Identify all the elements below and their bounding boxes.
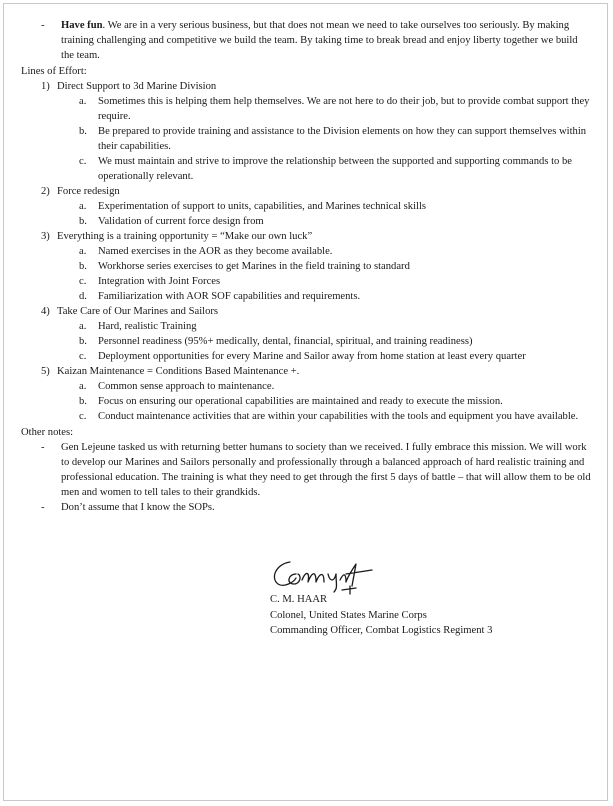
loe-num: 4) — [41, 306, 50, 317]
loe-sub — [21, 154, 591, 184]
loe-sub-letter: b. — [79, 261, 87, 272]
loe-sub — [21, 379, 591, 394]
note-text: Gen Lejeune tasked us with returning better humans to society than we received. I fully embrace this mission. We will work to develop our Marines and Sailors personally and professionally through a balanced approach of hard realistic training and professional education. The training is what they need to get through the first 5 days of battle – that will allow them to be old men and women to tell tales to their grandkids. — [61, 442, 591, 498]
loe-sub-letter: b. — [79, 216, 87, 227]
intro-bold: Have fun — [61, 20, 103, 31]
loe-title: Kaizan Maintenance = Conditions Based Maintenance +. — [57, 366, 300, 377]
loe-item — [21, 364, 591, 379]
loe-sub-text: Integration with Joint Forces — [98, 276, 221, 287]
loe-sub-text: Deployment opportunities for every Marine and Sailor away from home station at least every quarter — [98, 351, 526, 362]
loe-sub — [21, 409, 591, 424]
note-text: Don’t assume that I know the SOPs. — [61, 502, 215, 513]
loe-sub-letter: a. — [79, 246, 87, 257]
bullet-marker: - — [41, 502, 45, 513]
loe-sub — [21, 394, 591, 409]
loe-num: 3) — [41, 231, 50, 242]
loe-sub — [21, 259, 591, 274]
loe-sub — [21, 289, 591, 304]
signer-name: C. M. HAAR — [270, 594, 328, 605]
loe-item — [21, 79, 591, 94]
loe-num: 2) — [41, 186, 50, 197]
bullet-marker: - — [41, 20, 45, 31]
signature-block — [270, 592, 492, 639]
loe-sub — [21, 319, 591, 334]
loe-sub-text: Sometimes this is helping them help themselves. We are not here to do their job, but to provide combat support they require. — [98, 96, 590, 122]
handwritten-signature — [268, 552, 378, 596]
loe-title: Everything is a training opportunity = “Make our own luck” — [57, 231, 313, 242]
loe-sub — [21, 199, 591, 214]
lines-of-effort-heading: Lines of Effort: — [21, 66, 87, 77]
loe-sub-letter: b. — [79, 126, 87, 137]
loe-sub — [21, 274, 591, 289]
loe-sub-text: Validation of current force design from — [98, 216, 264, 227]
loe-sub-text: Focus on ensuring our operational capabilities are maintained and ready to execute the mission. — [98, 396, 503, 407]
loe-sub — [21, 244, 591, 259]
loe-sub — [21, 214, 591, 229]
document-body — [21, 18, 591, 515]
intro-text: . We are in a very serious business, but that does not mean we need to take ourselves too seriously. By making training challenging and competitive we build the team. By taking time to break bread and enjoy liberty together we build the team. — [61, 20, 578, 61]
loe-sub-letter: c. — [79, 156, 87, 167]
loe-title: Direct Support to 3d Marine Division — [57, 81, 217, 92]
loe-sub — [21, 334, 591, 349]
loe-sub-text: We must maintain and strive to improve the relationship between the supported and supporting commands to be operationally relevant. — [98, 156, 572, 182]
loe-sub-letter: c. — [79, 411, 87, 422]
loe-sub — [21, 124, 591, 154]
loe-sub-letter: b. — [79, 396, 87, 407]
loe-sub-letter: b. — [79, 336, 87, 347]
loe-item — [21, 229, 591, 244]
loe-sub-text: Be prepared to provide training and assistance to the Division elements on how they can support themselves within their capabilities. — [98, 126, 587, 152]
loe-sub-letter: d. — [79, 291, 87, 302]
loe-sub-letter: a. — [79, 96, 87, 107]
loe-sub-text: Familiarization with AOR SOF capabilities and requirements. — [98, 291, 361, 302]
loe-sub-text: Workhorse series exercises to get Marines in the field training to standard — [98, 261, 410, 272]
loe-item — [21, 184, 591, 199]
loe-sub-letter: a. — [79, 201, 87, 212]
loe-sub-text: Personnel readiness (95%+ medically, dental, financial, spiritual, and training readiness) — [98, 336, 473, 347]
loe-sub-text: Hard, realistic Training — [98, 321, 197, 332]
loe-sub-letter: c. — [79, 276, 87, 287]
loe-sub-text: Conduct maintenance activities that are within your capabilities with the tools and equipment you have available. — [98, 411, 579, 422]
signer-rank: Colonel, United States Marine Corps — [270, 609, 427, 621]
intro-bullet — [21, 18, 591, 63]
loe-item — [21, 304, 591, 319]
note-bullet — [21, 440, 591, 500]
loe-sub-text: Common sense approach to maintenance. — [98, 381, 275, 392]
loe-sub-text: Named exercises in the AOR as they become available. — [98, 246, 333, 257]
loe-sub — [21, 94, 591, 124]
loe-sub-letter: a. — [79, 381, 87, 392]
bullet-marker: - — [41, 442, 45, 453]
loe-title: Force redesign — [57, 186, 120, 197]
loe-num: 1) — [41, 81, 50, 92]
other-notes-heading: Other notes: — [21, 427, 74, 438]
note-bullet — [21, 500, 591, 515]
signer-title: Commanding Officer, Combat Logistics Regiment 3 — [270, 625, 493, 636]
loe-num: 5) — [41, 366, 50, 377]
loe-sub-letter: c. — [79, 351, 87, 362]
loe-sub-letter: a. — [79, 321, 87, 332]
loe-sub — [21, 349, 591, 364]
loe-title: Take Care of Our Marines and Sailors — [57, 306, 219, 317]
loe-sub-text: Experimentation of support to units, capabilities, and Marines technical skills — [98, 201, 427, 212]
